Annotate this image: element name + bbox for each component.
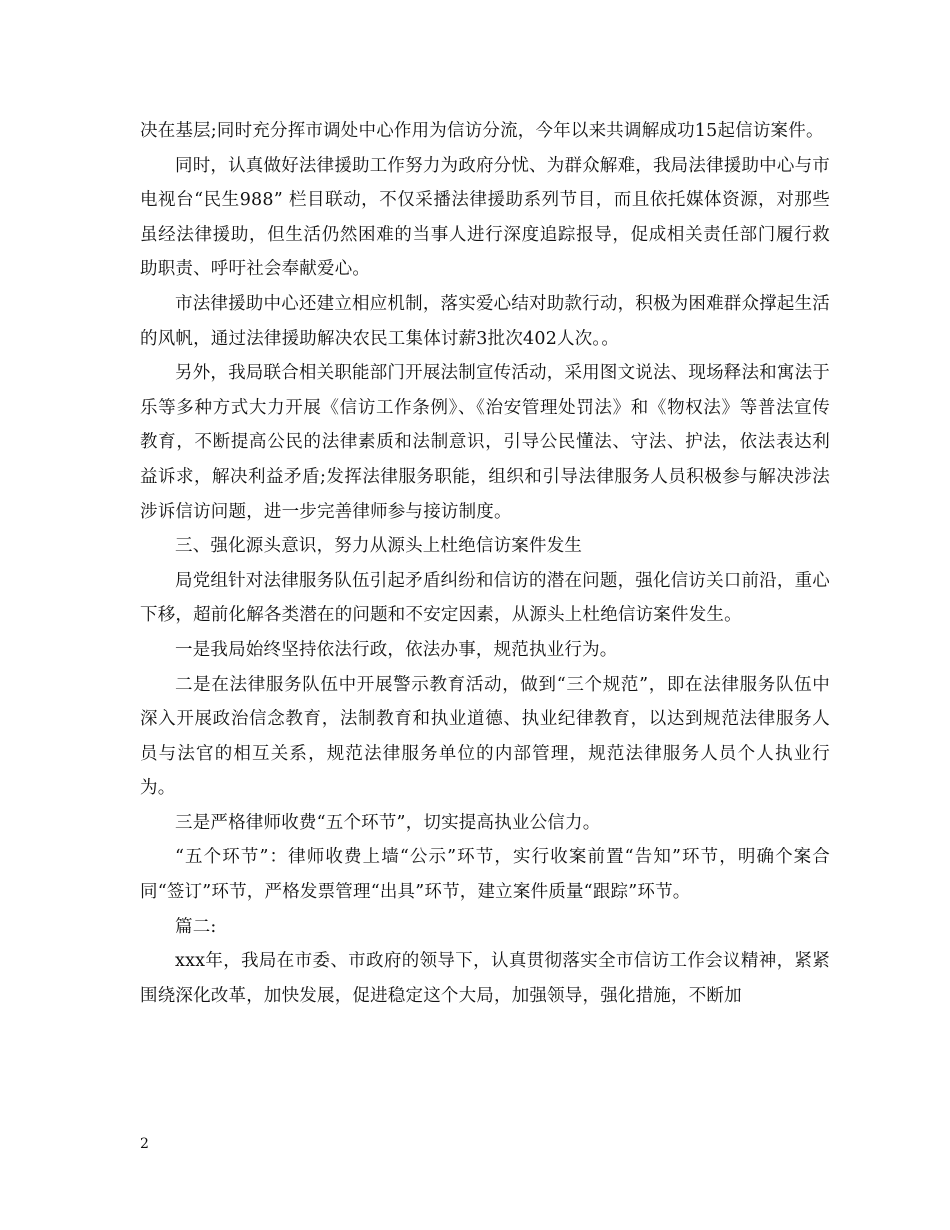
page-number: 2 [140,1136,149,1152]
part-two-heading: 篇二: [175,916,217,937]
paragraph-1: 决在基层;同时充分挥市调处中心作用为信访分流，今年以来共调解成功15起信访案件。 [140,121,824,141]
paragraph-4: 另外，我局联合相关职能部门开展法制宣传活动，采用图文说法、现场释法和寓法于乐等多种方式大力开展《信访工作条例》、《治安管理处罚法》和《物权法》等普法宣传教育，不断提高公民的法律素质和法制意识，引导公民懂法、守法、护法，依法表达利益诉求，解决利益矛盾;发挥法律服务职能，组织和引导法律服务人员积极参与解决涉法涉诉信访问题，进一步完善律师参与接访制度。 [140,363,830,522]
document-body [140,114,830,1013]
paragraph-7: 一是我局始终坚持依法行政，依法办事，规范执业行为。 [175,639,618,660]
paragraph-10: “五个环节”：律师收费上墙“公示”环节，实行收案前置“告知”环节，明确个案合同“签订”环节，严格发票管理“出具”环节，建立案件质量“跟踪”环节。 [140,847,830,903]
section-heading-3: 三、强化源头意识，努力从源头上杜绝信访案件发生 [175,536,583,557]
paragraph-6: 局党组针对法律服务队伍引起矛盾纠纷和信访的潜在问题，强化信访关口前沿，重心下移，超前化解各类潜在的问题和不安定因素，从源头上杜绝信访案件发生。 [140,570,830,626]
paragraph-12: xxx年，我局在市委、市政府的领导下，认真贯彻落实全市信访工作会议精神，紧紧围绕深化改革，加快发展，促进稳定这个大局，加强领导，强化措施，不断加 [140,951,830,1006]
paragraph-8: 二是在法律服务队伍中开展警示教育活动，做到“三个规范”，即在法律服务队伍中深入开展政治信念教育，法制教育和执业道德、执业纪律教育，以达到规范法律服务人员与法官的相互关系，规范法律服务单位的内部管理，规范法律服务人员个人执业行为。 [140,674,830,799]
paragraph-3: 市法律援助中心还建立相应机制，落实爱心结对助款行动，积极为困难群众撑起生活的风帆，通过法律援助解决农民工集体讨薪3批次402人次。。 [140,293,830,349]
paragraph-9: 三是严格律师收费“五个环节”，切实提高执业公信力。 [175,812,601,833]
paragraph-2: 同时，认真做好法律援助工作努力为政府分忧、为群众解难，我局法律援助中心与市电视台“民生988” 栏目联动，不仅采播法律援助系列节目，而且依托媒体资源，对那些虽经法律援助，但生活仍然困难的当事人进行深度追踪报导，促成相关责任部门履行救助职责、呼吁社会奉献爱心。 [140,155,830,280]
